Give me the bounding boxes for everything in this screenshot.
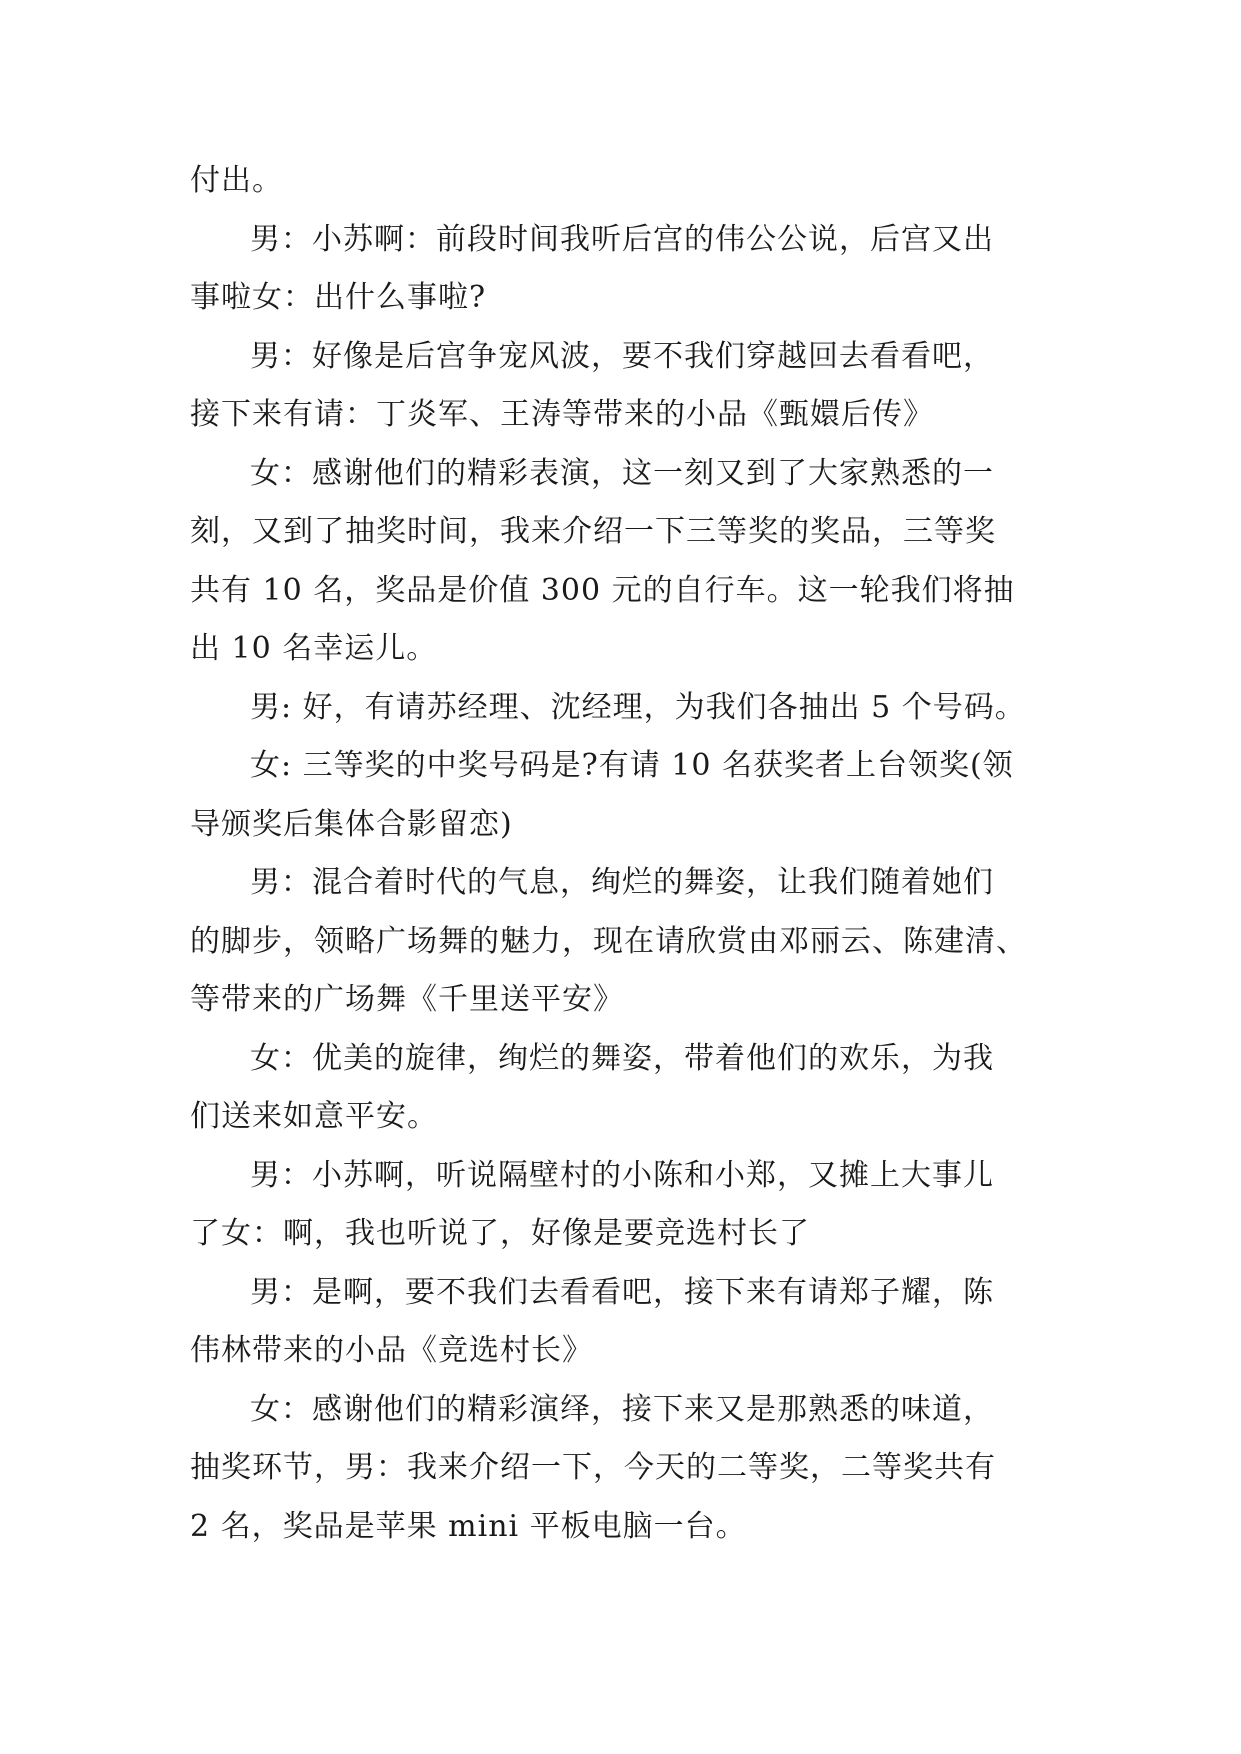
paragraph [190, 1030, 1060, 1147]
text-line: 女：优美的旋律，绚烂的舞姿，带着他们的欢乐，为我 [250, 1040, 994, 1076]
paragraph [190, 152, 1060, 211]
paragraph [190, 1381, 1060, 1557]
paragraph [190, 328, 1060, 445]
text-line: 的脚步，领略广场舞的魅力，现在请欣赏由邓丽云、陈建清、 [190, 923, 1027, 959]
paragraph [190, 211, 1060, 328]
text-line: 男：好像是后宫争宠风波，要不我们穿越回去看看吧， [250, 338, 994, 374]
text-line: 男：混合着时代的气息，绚烂的舞姿，让我们随着她们 [250, 865, 994, 900]
text-line: 女：感谢他们的精彩演绎，接下来又是那熟悉的味道， [250, 1391, 994, 1427]
text-line: 男：小苏啊：前段时间我听后宫的伟公公说，后宫又出 [250, 221, 994, 257]
text-line: 男：是啊，要不我们去看看吧，接下来有请郑子耀，陈 [250, 1274, 994, 1310]
text-line: 伟林带来的小品《竞选村长》 [190, 1333, 593, 1368]
text-line: 付出。 [190, 163, 283, 198]
text-line: 抽奖环节，男：我来介绍一下，今天的二等奖，二等奖共有 [190, 1450, 996, 1485]
text-line: 男：小苏啊，听说隔壁村的小陈和小郑，又摊上大事儿 [250, 1157, 994, 1193]
text-line: 事啦女：出什么事啦? [190, 280, 487, 315]
text-line: 了女：啊，我也听说了，好像是要竞选村长了 [190, 1216, 810, 1251]
text-line: 2 名，奖品是苹果 mini 平板电脑一台。 [190, 1508, 747, 1544]
document-body [190, 152, 1060, 1556]
paragraph [190, 737, 1060, 854]
text-line: 共有 10 名，奖品是价值 300 元的自行车。这一轮我们将抽 [190, 572, 1015, 608]
paragraph [190, 1264, 1060, 1381]
paragraph [190, 679, 1060, 738]
paragraph [190, 1147, 1060, 1264]
text-line: 男: 好，有请苏经理、沈经理，为我们各抽出 5 个号码。 [250, 689, 1026, 725]
text-line: 刻，又到了抽奖时间，我来介绍一下三等奖的奖品，三等奖 [190, 514, 996, 549]
paragraph [190, 854, 1060, 1030]
text-line: 导颁奖后集体合影留恋) [190, 806, 513, 842]
text-line: 女: 三等奖的中奖号码是?有请 10 名获奖者上台领奖(领 [250, 748, 1014, 783]
paragraph [190, 445, 1060, 679]
text-line: 等带来的广场舞《千里送平安》 [190, 982, 624, 1017]
text-line: 出 10 名幸运儿。 [190, 631, 438, 666]
text-line: 们送来如意平安。 [190, 1099, 438, 1134]
text-line: 接下来有请：丁炎军、王涛等带来的小品《甄嬛后传》 [190, 397, 934, 432]
text-line: 女：感谢他们的精彩表演，这一刻又到了大家熟悉的一 [250, 455, 994, 491]
